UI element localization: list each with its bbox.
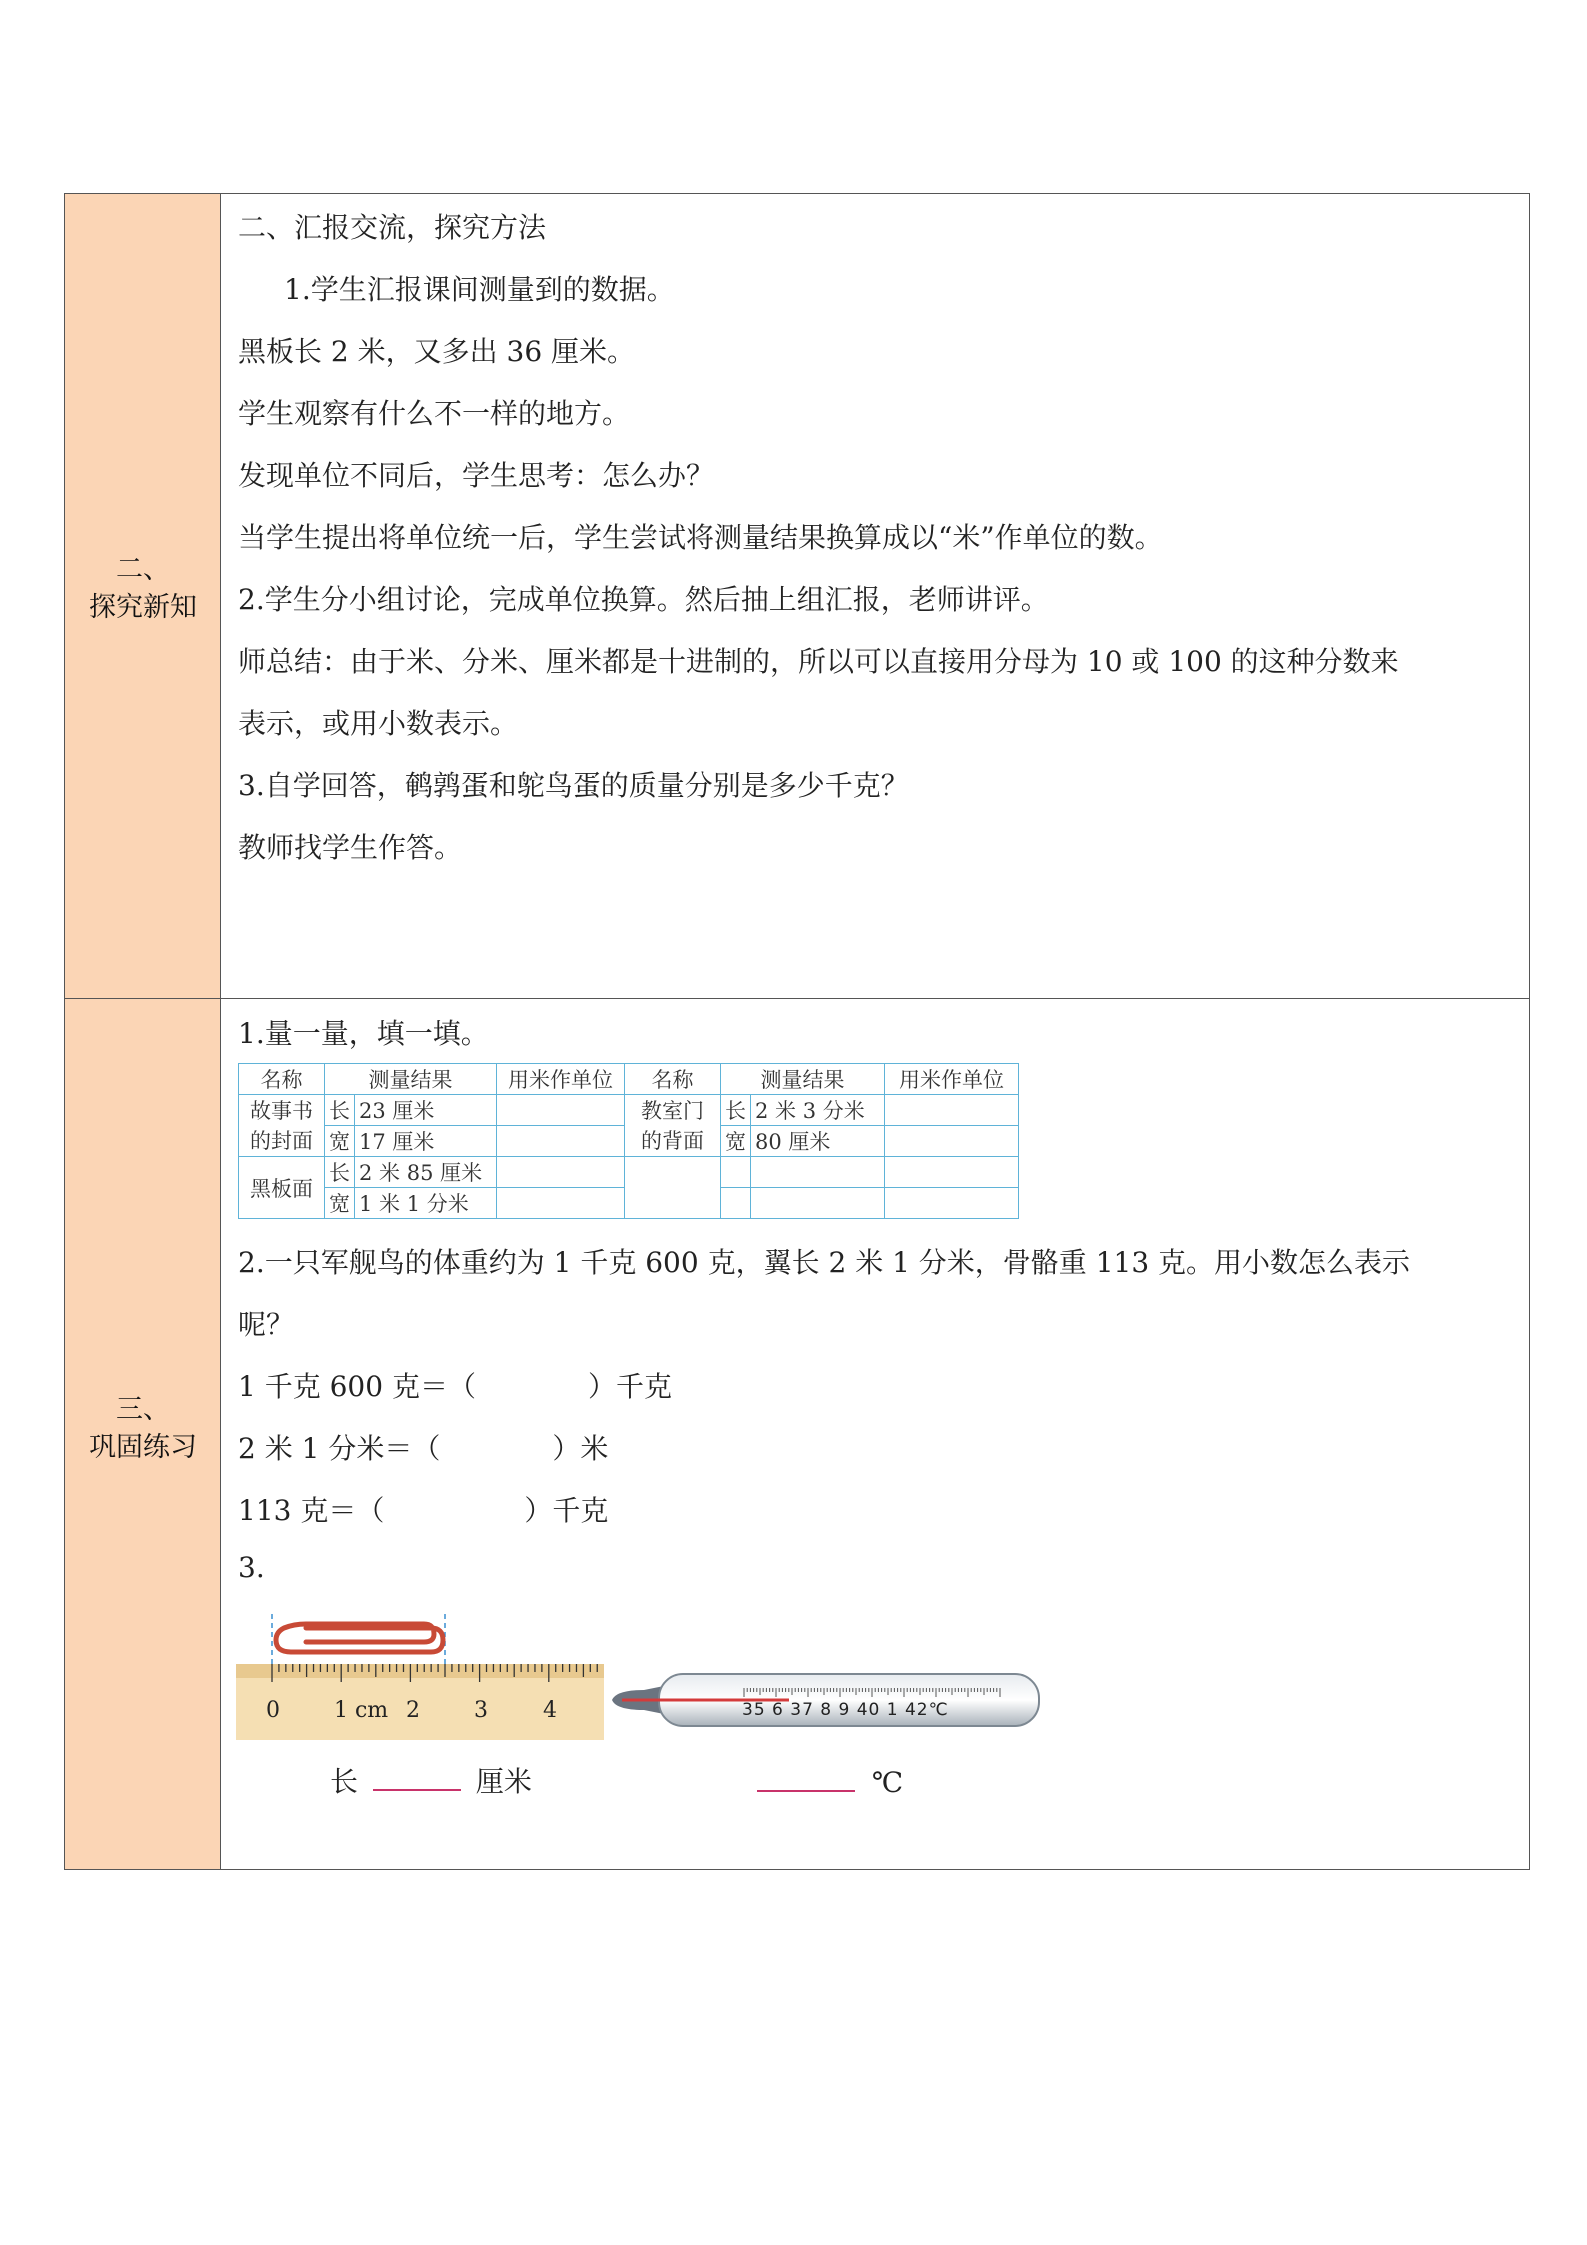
- table-cell-name: 黑板面: [239, 1157, 325, 1219]
- ruler-tick-label: 2: [406, 1698, 420, 1723]
- table-cell: 长: [721, 1095, 751, 1126]
- table-header: 测量结果: [325, 1064, 497, 1095]
- answer-blank[interactable]: [757, 1790, 855, 1792]
- table-header: 用米作单位: [885, 1064, 1019, 1095]
- table-cell-answer: [885, 1095, 1019, 1126]
- question-2: 2.一只军舰鸟的体重约为 1 千克 600 克，翼长 2 米 1 分米，骨骼重 113 克。用小数怎么表示: [238, 1246, 1411, 1279]
- section2-line: 黑板长 2 米，又多出 36 厘米。: [238, 335, 636, 368]
- question-3: 3.: [238, 1551, 265, 1584]
- table-cell-answer: [497, 1095, 625, 1126]
- table-cell-empty: [885, 1188, 1019, 1219]
- table-header: 测量结果: [721, 1064, 885, 1095]
- table-cell-answer: [497, 1188, 625, 1219]
- measurement-table: [238, 1063, 1019, 1219]
- section2-line: 学生观察有什么不一样的地方。: [238, 397, 631, 430]
- section2-line: 发现单位不同后，学生思考：怎么办？: [238, 459, 715, 492]
- ruler-answer: 长 厘米: [330, 1765, 532, 1798]
- table-header: 名称: [239, 1064, 325, 1095]
- thermometer-answer: ℃: [757, 1766, 903, 1799]
- question-1: 1.量一量，填一填。: [238, 1017, 489, 1050]
- table-cell-value: 23 厘米: [355, 1095, 497, 1126]
- section2-label: 二、 探究新知: [89, 554, 197, 623]
- table-cell-value: 2 米 85 厘米: [355, 1157, 497, 1188]
- equation-3: 113 克＝（ ）千克: [238, 1494, 609, 1527]
- equation-1: 1 千克 600 克＝（ ）千克: [238, 1370, 672, 1403]
- ruler-paperclip-image: [236, 1610, 604, 1740]
- table-cell-value: 2 米 3 分米: [751, 1095, 885, 1126]
- section3-label: 三、 巩固练习: [89, 1394, 197, 1463]
- table-cell-empty: [721, 1157, 751, 1188]
- table-cell: 宽: [721, 1126, 751, 1157]
- thermometer-scale: 35 6 37 8 9 40 1 42℃: [742, 1700, 949, 1720]
- section2-line: 1.学生汇报课间测量到的数据。: [284, 273, 675, 306]
- ruler-tick-label: 3: [474, 1698, 488, 1723]
- answer-blank[interactable]: [373, 1789, 461, 1791]
- ruler-tick-label: 4: [543, 1698, 557, 1723]
- question-2-cont: 呢？: [238, 1308, 295, 1341]
- table-cell-name: 故事书 的封面: [239, 1095, 325, 1157]
- table-cell-value: 17 厘米: [355, 1126, 497, 1157]
- table-cell: 宽: [325, 1188, 355, 1219]
- table-cell-answer: [497, 1157, 625, 1188]
- table-cell: 宽: [325, 1126, 355, 1157]
- table-cell-name: 教室门 的背面: [625, 1095, 721, 1157]
- section2-line: 当学生提出将单位统一后，学生尝试将测量结果换算成以“米”作单位的数。: [238, 521, 1163, 554]
- table-cell-value: 80 厘米: [751, 1126, 885, 1157]
- ruler-tick-label: 0: [266, 1698, 280, 1723]
- section2-line: 3.自学回答，鹌鹑蛋和鸵鸟蛋的质量分别是多少千克？: [238, 769, 909, 802]
- table-header: 名称: [625, 1064, 721, 1095]
- table-cell-empty: [721, 1188, 751, 1219]
- section2-line: 表示，或用小数表示。: [238, 707, 519, 740]
- table-cell-value: 1 米 1 分米: [355, 1188, 497, 1219]
- table-cell-empty: [751, 1188, 885, 1219]
- section2-line: 师总结：由于米、分米、厘米都是十进制的，所以可以直接用分母为 10 或 100 的这种分数来: [238, 645, 1399, 678]
- section2-line: 教师找学生作答。: [238, 831, 463, 864]
- table-cell-empty: [885, 1157, 1019, 1188]
- table-cell-empty: [751, 1157, 885, 1188]
- table-cell: 长: [325, 1095, 355, 1126]
- section2-heading: 二、汇报交流，探究方法: [238, 211, 547, 244]
- ruler-tick-label: 1 cm: [334, 1698, 389, 1723]
- equation-2: 2 米 1 分米＝（ ）米: [238, 1432, 609, 1465]
- row-divider: [65, 998, 1529, 999]
- table-header: 用米作单位: [497, 1064, 625, 1095]
- thermometer-image: [604, 1660, 1044, 1740]
- table-cell: 长: [325, 1157, 355, 1188]
- table-cell-empty: [625, 1157, 721, 1219]
- table-cell-answer: [885, 1126, 1019, 1157]
- section2-line: 2.学生分小组讨论，完成单位换算。然后抽上组汇报，老师讲评。: [238, 583, 1049, 616]
- table-cell-answer: [497, 1126, 625, 1157]
